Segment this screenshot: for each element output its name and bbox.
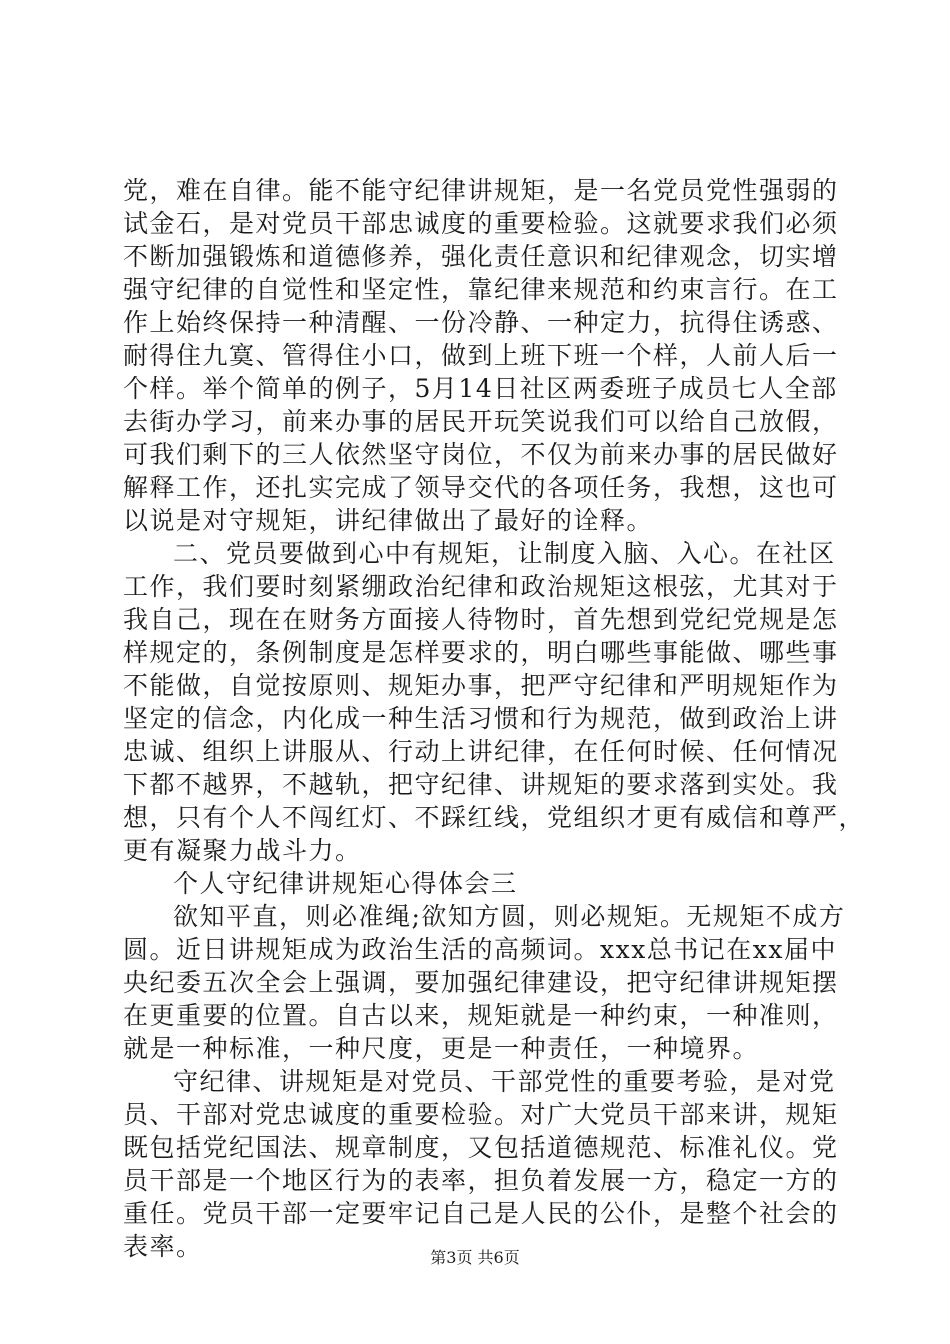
- text-line: 下都不越界，不越轨，把守纪律、讲规矩的要求落到实处。我: [123, 770, 839, 799]
- page-footer: 第3页 共6页: [430, 1248, 520, 1267]
- text-line: 想，只有个人不闯红灯、不踩红线，党组织才更有威信和尊严，: [123, 803, 866, 832]
- text-line: 二、党员要做到心中有规矩，让制度入脑、入心。在社区: [173, 539, 836, 568]
- text-line: 去街办学习，前来办事的居民开玩笑说我们可以给自己放假，: [123, 407, 839, 436]
- text-line: 圆。近日讲规矩成为政治生活的高频词。xxx总书记在xx届中: [123, 935, 837, 964]
- text-line: 就是一种标准，一种尺度，更是一种责任，一种境界。: [123, 1034, 760, 1063]
- text-line: 样规定的，条例制度是怎样要求的，明白哪些事能做、哪些事: [123, 638, 839, 667]
- text-line: 个人守纪律讲规矩心得体会三: [173, 869, 518, 898]
- document-body: [123, 174, 866, 1263]
- text-line: 作上始终保持一种清醒、一份冷静、一种定力，抗得住诱惑、: [123, 308, 839, 337]
- text-line: 守纪律、讲规矩是对党员、干部党性的重要考验，是对党: [173, 1067, 836, 1096]
- text-line: 忠诚、组织上讲服从、行动上讲纪律，在任何时候、任何情况: [123, 737, 839, 766]
- text-line: 坚定的信念，内化成一种生活习惯和行为规范，做到政治上讲: [123, 704, 839, 733]
- text-line: 党，难在自律。能不能守纪律讲规矩，是一名党员党性强弱的: [123, 176, 839, 205]
- text-line: 员、干部对党忠诚度的重要检验。对广大党员干部来讲，规矩: [123, 1100, 839, 1129]
- text-line: 欲知平直，则必准绳;欲知方圆，则必规矩。无规矩不成方: [173, 902, 846, 931]
- text-line: 央纪委五次全会上强调，要加强纪律建设，把守纪律讲规矩摆: [123, 968, 839, 997]
- text-line: 解释工作，还扎实完成了领导交代的各项任务，我想，这也可: [123, 473, 839, 502]
- text-line: 不能做，自觉按原则、规矩办事，把严守纪律和严明规矩作为: [123, 671, 839, 700]
- text-line: 既包括党纪国法、规章制度，又包括道德规范、标准礼仪。党: [123, 1133, 839, 1162]
- text-line: 可我们剩下的三人依然坚守岗位，不仅为前来办事的居民做好: [123, 440, 839, 469]
- text-line: 员干部是一个地区行为的表率，担负着发展一方，稳定一方的: [123, 1166, 839, 1195]
- text-line: 耐得住九寞、管得住小口，做到上班下班一个样，人前人后一: [123, 341, 839, 370]
- text-line: 表率。: [123, 1232, 203, 1261]
- text-line: 更有凝聚力战斗力。: [123, 836, 362, 865]
- text-line: 工作，我们要时刻紧绷政治纪律和政治规矩这根弦，尤其对于: [123, 572, 839, 601]
- text-line: 试金石，是对党员干部忠诚度的重要检验。这就要求我们必须: [123, 209, 839, 238]
- text-line: 以说是对守规矩，讲纪律做出了最好的诠释。: [123, 506, 654, 535]
- text-line: 不断加强锻炼和道德修养，强化责任意识和纪律观念，切实增: [123, 242, 839, 271]
- text-line: 重任。党员干部一定要牢记自己是人民的公仆，是整个社会的: [123, 1199, 839, 1228]
- text-line: 我自己，现在在财务方面接人待物时，首先想到党纪党规是怎: [123, 605, 839, 634]
- text-line: 强守纪律的自觉性和坚定性，靠纪律来规范和约束言行。在工: [123, 275, 839, 304]
- text-line: 个样。举个简单的例子，5月14日社区两委班子成员七人全部: [123, 374, 838, 403]
- text-line: 在更重要的位置。自古以来，规矩就是一种约束，一种准则，: [123, 1001, 839, 1030]
